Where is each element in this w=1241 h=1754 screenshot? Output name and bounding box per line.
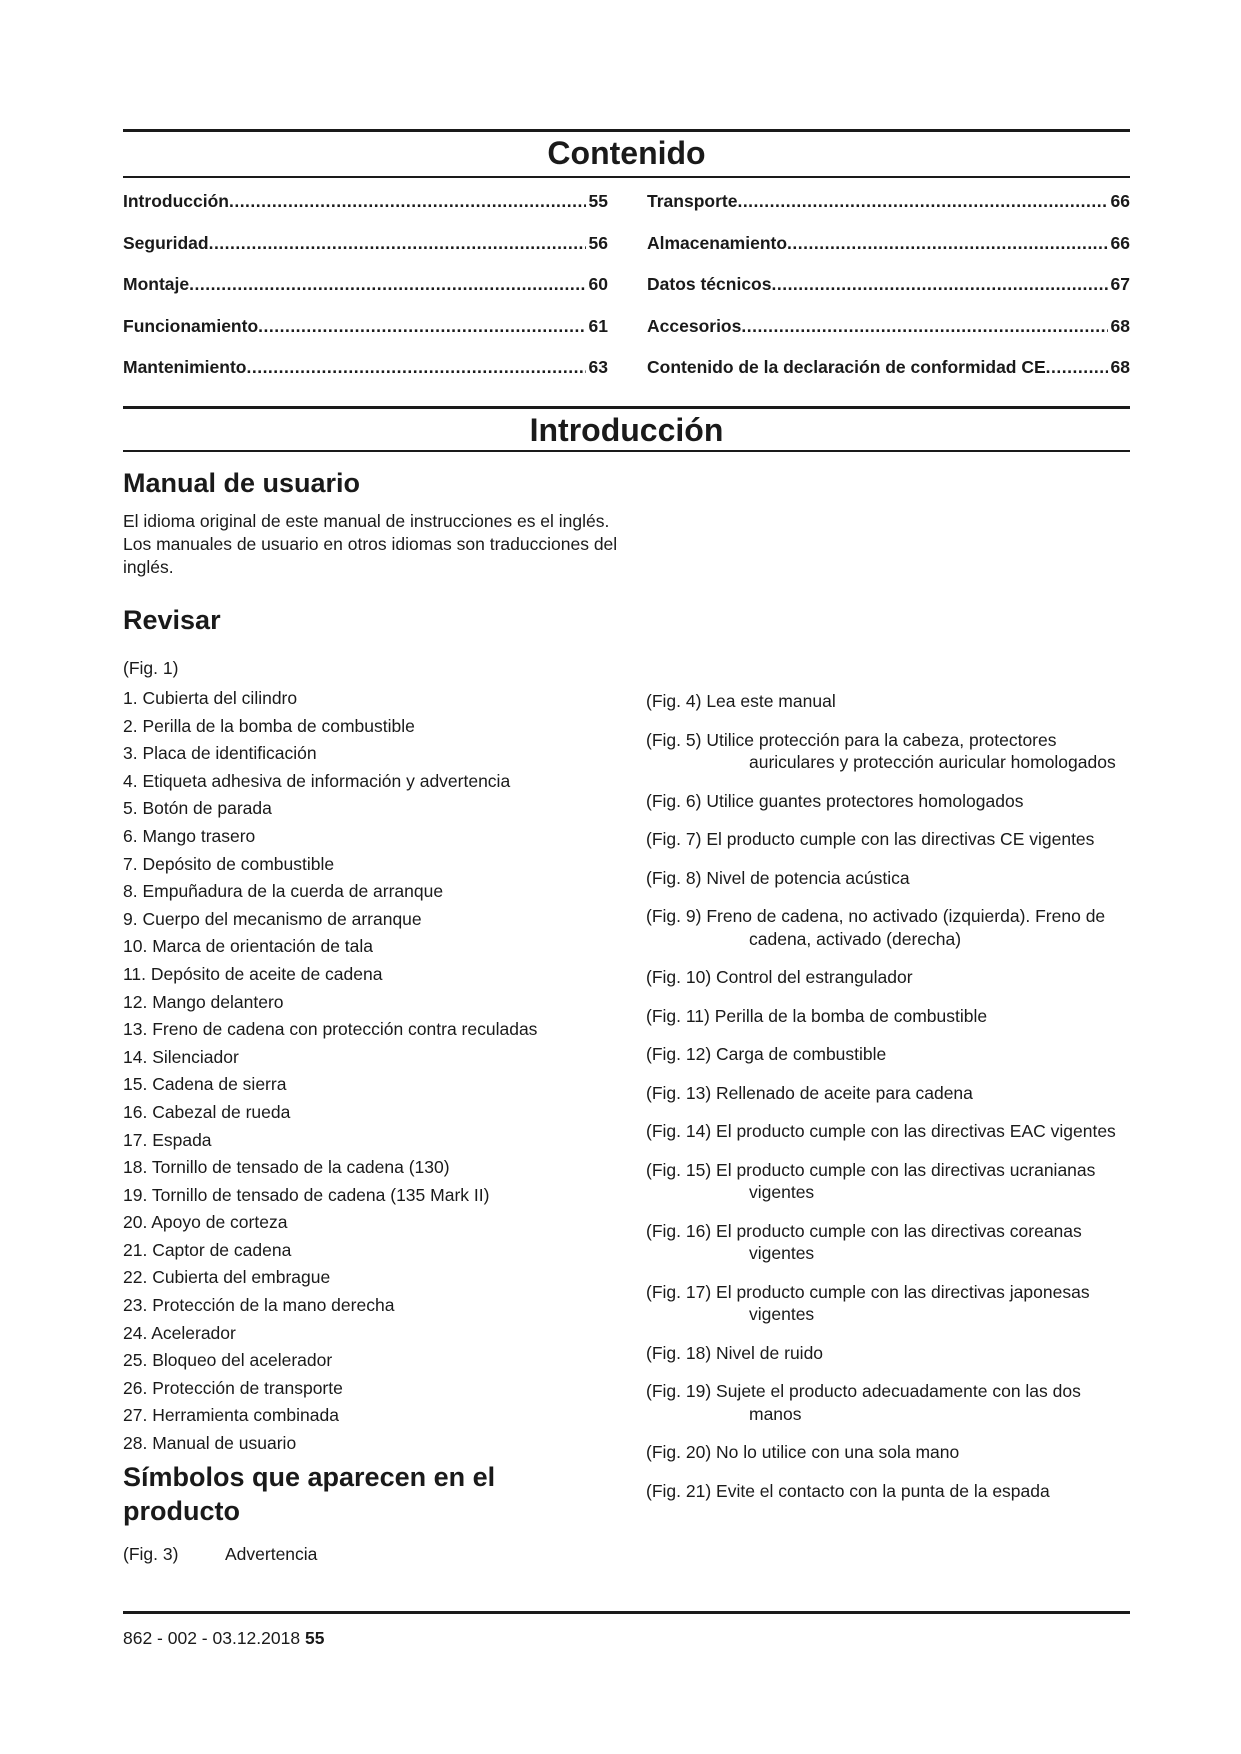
symbol-ref: (Fig. 8) bbox=[646, 867, 702, 888]
fig1-reference: (Fig. 1) bbox=[123, 658, 179, 678]
list-item: 7. Depósito de combustible bbox=[123, 853, 335, 874]
symbol-text: El producto cumple con las directivas ucranianas vigentes bbox=[716, 1159, 1096, 1202]
list-item: 12. Mango delantero bbox=[123, 991, 284, 1012]
toc-entry-page: 66 bbox=[1110, 191, 1130, 211]
list-item: 17. Espada bbox=[123, 1129, 212, 1150]
symbol-ref: (Fig. 9) bbox=[646, 906, 702, 926]
toc-leader-dots bbox=[1046, 354, 1108, 380]
toc-entry-page: 67 bbox=[1110, 274, 1130, 294]
list-item: 16. Cabezal de rueda bbox=[123, 1101, 291, 1122]
fig3-ref: (Fig. 3) bbox=[123, 1544, 179, 1564]
symbol-ref: (Fig. 16) bbox=[646, 1220, 712, 1241]
list-item: 2. Perilla de la bomba de combustible bbox=[123, 715, 415, 736]
list-item: 27. Herramienta combinada bbox=[123, 1405, 339, 1426]
list-item: 28. Manual de usuario bbox=[123, 1433, 297, 1454]
symbol-item bbox=[646, 966, 1126, 989]
manual-text: El idioma original de este manual de instrucciones es el inglés. Los manuales de usuario en otros idiomas son traducciones del inglés. bbox=[123, 511, 618, 577]
symbol-text: Perilla de la bomba de combustible bbox=[714, 1005, 988, 1026]
toc-leader-dots bbox=[258, 313, 585, 339]
toc-leader-dots bbox=[229, 188, 586, 214]
list-item: 18. Tornillo de tensado de la cadena (130) bbox=[123, 1157, 450, 1178]
toc-entry-page: 68 bbox=[1110, 315, 1130, 336]
symbol-item bbox=[646, 905, 1126, 950]
toc-entry-label: Mantenimiento bbox=[123, 357, 247, 377]
symbol-text: Nivel de potencia acústica bbox=[706, 867, 910, 888]
toc-leader-dots bbox=[787, 230, 1107, 256]
symbol-text: Utilice protección para la cabeza, protectores auriculares y protección auricular homologados bbox=[706, 729, 1116, 772]
toc-entry-label: Almacenamiento bbox=[647, 232, 788, 253]
symbol-item bbox=[646, 867, 1126, 890]
toc-leader-dots bbox=[209, 230, 586, 256]
list-item: 25. Bloqueo del acelerador bbox=[123, 1350, 333, 1371]
symbol-ref: (Fig. 19) bbox=[646, 1381, 712, 1401]
symbol-text: Utilice guantes protectores homologados bbox=[706, 790, 1024, 811]
symbol-text: Carga de combustible bbox=[716, 1044, 887, 1064]
symbol-ref: (Fig. 20) bbox=[646, 1442, 712, 1462]
footer-rule bbox=[123, 1611, 1130, 1614]
symbols-list bbox=[646, 690, 1126, 1518]
review-heading: Revisar bbox=[123, 605, 221, 635]
toc-entry-page: 63 bbox=[588, 357, 608, 377]
symbol-ref: (Fig. 4) bbox=[646, 691, 702, 711]
list-item: 13. Freno de cadena con protección contra reculadas bbox=[123, 1019, 538, 1040]
toc-entry[interactable] bbox=[123, 354, 608, 396]
toc-leader-dots bbox=[771, 271, 1107, 297]
toc-entry-label: Transporte bbox=[647, 191, 738, 211]
symbol-text: Control del estrangulador bbox=[716, 967, 913, 987]
list-item: 15. Cadena de sierra bbox=[123, 1074, 287, 1095]
page-number: 55 bbox=[304, 1628, 325, 1648]
toc-column-right bbox=[647, 188, 1130, 396]
toc-entry-label: Accesorios bbox=[647, 315, 742, 336]
toc-title: Contenido bbox=[547, 135, 706, 171]
list-item: 14. Silenciador bbox=[123, 1046, 239, 1067]
symbol-item bbox=[646, 1159, 1126, 1204]
symbol-text: Nivel de ruido bbox=[716, 1342, 824, 1363]
symbol-item bbox=[646, 1380, 1126, 1425]
list-item: 26. Protección de transporte bbox=[123, 1377, 343, 1398]
list-item: 23. Protección de la mano derecha bbox=[123, 1295, 395, 1316]
symbol-ref: (Fig. 13) bbox=[646, 1082, 712, 1103]
toc-entry[interactable] bbox=[647, 271, 1130, 313]
symbol-ref: (Fig. 7) bbox=[646, 829, 702, 849]
list-item: 4. Etiqueta adhesiva de información y advertencia bbox=[123, 770, 511, 791]
symbol-item bbox=[646, 790, 1126, 813]
fig3-text: Advertencia bbox=[225, 1544, 318, 1564]
symbol-ref: (Fig. 17) bbox=[646, 1281, 712, 1302]
list-item: 21. Captor de cadena bbox=[123, 1239, 292, 1260]
header-rule-top bbox=[123, 129, 1130, 132]
list-item: 8. Empuñadura de la cuerda de arranque bbox=[123, 881, 444, 902]
symbol-text: El producto cumple con las directivas coreanas vigentes bbox=[716, 1220, 1082, 1263]
symbols-heading: Símbolos que aparecen en el producto bbox=[123, 1462, 496, 1526]
toc-entry-page: 68 bbox=[1110, 357, 1130, 377]
symbol-ref: (Fig. 11) bbox=[646, 1005, 710, 1026]
list-item: 5. Botón de parada bbox=[123, 798, 272, 819]
toc-entry[interactable] bbox=[123, 271, 608, 313]
list-item: 22. Cubierta del embrague bbox=[123, 1267, 331, 1288]
toc-column-left bbox=[123, 188, 608, 396]
list-item: 19. Tornillo de tensado de cadena (135 Mark II) bbox=[123, 1184, 490, 1205]
toc-leader-dots bbox=[189, 271, 585, 297]
symbol-ref: (Fig. 21) bbox=[646, 1480, 712, 1501]
symbol-ref: (Fig. 6) bbox=[646, 790, 702, 811]
symbol-item bbox=[646, 1342, 1126, 1365]
table-of-contents bbox=[123, 188, 1130, 388]
toc-entry[interactable] bbox=[123, 230, 608, 272]
toc-entry[interactable] bbox=[123, 188, 608, 230]
symbol-item bbox=[646, 1220, 1126, 1265]
intro-title: Introducción bbox=[529, 412, 724, 448]
toc-entry[interactable] bbox=[647, 188, 1130, 230]
intro-rule-top bbox=[123, 406, 1130, 409]
list-item: 6. Mango trasero bbox=[123, 825, 256, 846]
symbol-text: El producto cumple con las directivas CE vigentes bbox=[706, 829, 1095, 849]
list-item: 3. Placa de identificación bbox=[123, 743, 317, 764]
symbol-text: Lea este manual bbox=[706, 691, 836, 711]
symbol-text: Freno de cadena, no activado (izquierda). Freno de cadena, activado (derecha) bbox=[706, 906, 1106, 949]
symbol-ref: (Fig. 14) bbox=[646, 1121, 712, 1141]
list-item: 10. Marca de orientación de tala bbox=[123, 936, 374, 957]
toc-entry-page: 56 bbox=[588, 232, 608, 253]
symbol-item bbox=[646, 1082, 1126, 1105]
list-item: 20. Apoyo de corteza bbox=[123, 1212, 288, 1233]
list-item: 24. Acelerador bbox=[123, 1322, 236, 1343]
header-rule-bottom bbox=[123, 176, 1130, 178]
toc-entry-label: Contenido de la declaración de conformidad CE bbox=[647, 357, 1046, 377]
symbol-item bbox=[646, 1043, 1126, 1066]
symbol-ref: (Fig. 12) bbox=[646, 1044, 712, 1064]
symbol-text: No lo utilice con una sola mano bbox=[716, 1442, 960, 1462]
document-code: 862 - 002 - 03.12.2018 bbox=[123, 1628, 301, 1648]
symbol-item bbox=[646, 1005, 1126, 1028]
toc-entry[interactable] bbox=[647, 313, 1130, 355]
toc-entry-page: 66 bbox=[1110, 232, 1130, 253]
symbol-item bbox=[646, 1120, 1126, 1143]
toc-leader-dots bbox=[246, 354, 585, 380]
list-item: 9. Cuerpo del mecanismo de arranque bbox=[123, 908, 422, 929]
page-footer bbox=[123, 1626, 324, 1650]
symbol-text: El producto cumple con las directivas japonesas vigentes bbox=[716, 1281, 1090, 1324]
symbol-text: Rellenado de aceite para cadena bbox=[716, 1082, 973, 1103]
symbol-ref: (Fig. 15) bbox=[646, 1159, 712, 1180]
toc-entry-label: Introducción bbox=[123, 191, 229, 211]
toc-entry-label: Funcionamiento bbox=[123, 315, 259, 336]
parts-list bbox=[123, 685, 537, 1458]
symbol-text: Evite el contacto con la punta de la espada bbox=[716, 1480, 1050, 1501]
symbol-text: Sujete el producto adecuadamente con las dos manos bbox=[716, 1381, 1081, 1424]
manual-heading: Manual de usuario bbox=[123, 468, 361, 498]
toc-entry-label: Datos técnicos bbox=[647, 274, 772, 294]
list-item: 11. Depósito de aceite de cadena bbox=[123, 963, 383, 984]
symbol-item bbox=[646, 1480, 1126, 1503]
symbol-item bbox=[646, 1281, 1126, 1326]
symbol-item bbox=[646, 1441, 1126, 1464]
list-item: 1. Cubierta del cilindro bbox=[123, 688, 298, 708]
toc-entry-page: 61 bbox=[588, 315, 608, 336]
symbol-text: El producto cumple con las directivas EAC vigentes bbox=[716, 1121, 1116, 1141]
symbol-item bbox=[646, 729, 1126, 774]
fig3-entry bbox=[123, 1542, 317, 1566]
symbol-ref: (Fig. 10) bbox=[646, 967, 712, 987]
toc-entry[interactable] bbox=[647, 354, 1130, 396]
toc-entry-label: Seguridad bbox=[123, 232, 209, 253]
intro-rule-bottom bbox=[123, 450, 1130, 452]
toc-entry-label: Montaje bbox=[123, 274, 190, 294]
toc-entry-page: 55 bbox=[588, 191, 608, 211]
symbol-ref: (Fig. 18) bbox=[646, 1342, 712, 1363]
toc-leader-dots bbox=[737, 188, 1107, 214]
toc-leader-dots bbox=[741, 313, 1107, 339]
toc-entry[interactable] bbox=[647, 230, 1130, 272]
toc-entry[interactable] bbox=[123, 313, 608, 355]
symbol-ref: (Fig. 5) bbox=[646, 729, 702, 750]
symbol-item bbox=[646, 828, 1126, 851]
symbol-item bbox=[646, 690, 1126, 713]
toc-entry-page: 60 bbox=[588, 274, 608, 294]
